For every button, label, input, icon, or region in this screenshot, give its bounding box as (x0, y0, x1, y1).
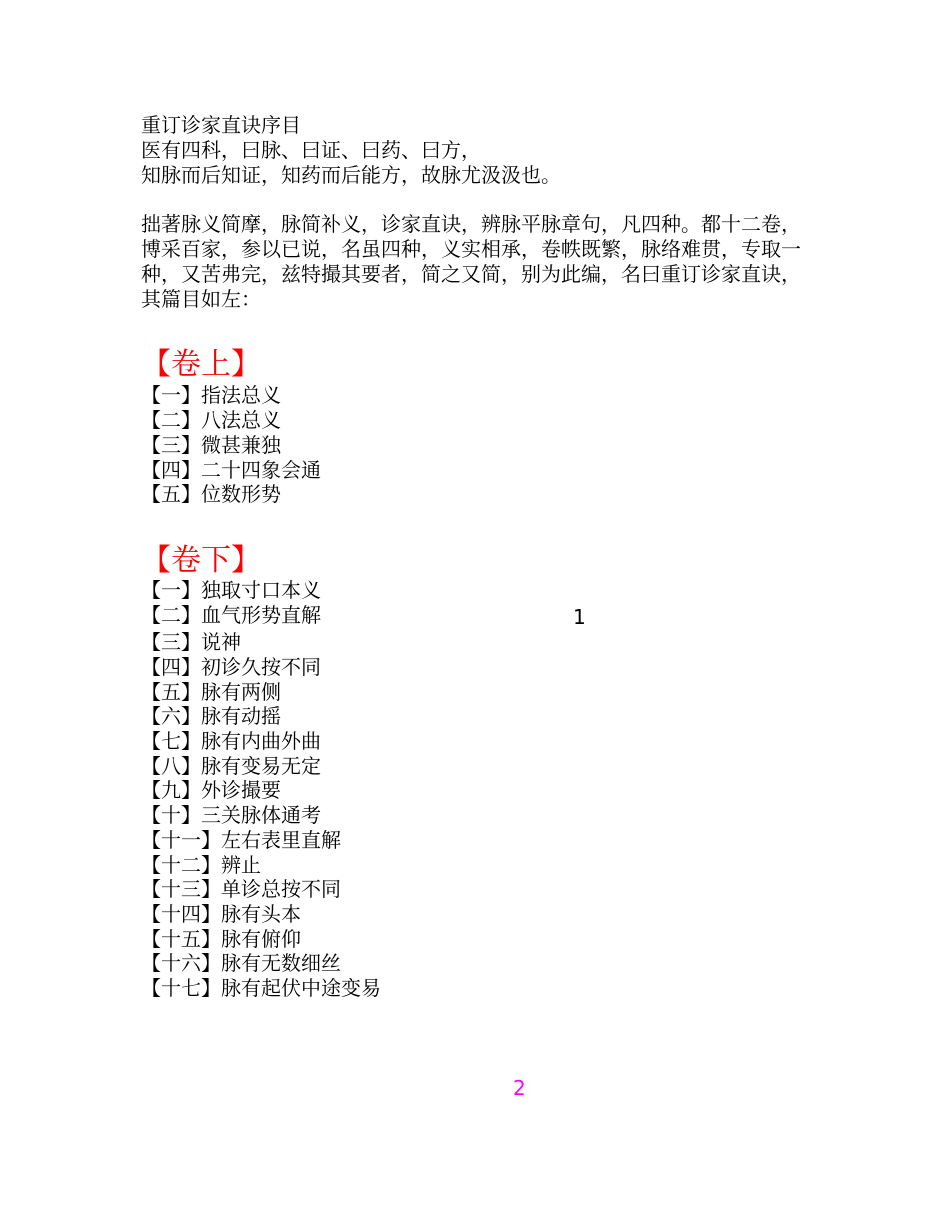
toc-item: 【十六】脉有无数细丝 (141, 951, 341, 975)
toc-item: 【八】脉有变易无定 (141, 754, 321, 778)
preface-line: 医有四科，曰脉、曰证、曰药、曰方， (141, 138, 481, 162)
toc-item: 【六】脉有动摇 (141, 704, 281, 728)
page-number-footer: 2 (513, 1076, 526, 1100)
preface-paragraph-line: 其篇目如左： (141, 287, 261, 311)
preface-paragraph-line: 种，又苦弗完，兹特撮其要者，简之又简，别为此编，名曰重订诊家直诀， (141, 262, 801, 286)
toc-item: 【四】初诊久按不同 (141, 655, 321, 679)
toc-item: 【一】指法总义 (141, 383, 281, 407)
preface-title: 重订诊家直诀序目 (141, 113, 301, 137)
volume-heading-upper: 【卷上】 (141, 347, 261, 382)
preface-line: 知脉而后知证，知药而后能方，故脉尤汲汲也。 (141, 163, 561, 187)
toc-item: 【二】血气形势直解 (141, 603, 321, 627)
toc-item: 【三】说神 (141, 630, 241, 654)
toc-item: 【十】三关脉体通考 (141, 803, 321, 827)
toc-item: 【十二】辨止 (141, 853, 261, 877)
toc-item: 【十三】单诊总按不同 (141, 877, 341, 901)
toc-item: 【四】二十四象会通 (141, 458, 321, 482)
toc-item: 【十四】脉有头本 (141, 902, 301, 926)
page-number-inline: 1 (573, 605, 586, 629)
toc-item: 【二】八法总义 (141, 408, 281, 432)
toc-item: 【一】独取寸口本义 (141, 578, 321, 602)
preface-paragraph-line: 拙著脉义简摩，脉简补义，诊家直诀，辨脉平脉章句，凡四种。都十二卷， (141, 212, 801, 236)
volume-heading-lower: 【卷下】 (141, 543, 261, 578)
toc-item: 【十一】左右表里直解 (141, 828, 341, 852)
preface-paragraph-line: 博采百家，参以已说，名虽四种，义实相承，卷帙既繁，脉络难贯，专取一 (141, 237, 801, 261)
toc-item: 【三】微甚兼独 (141, 433, 281, 457)
toc-item: 【五】位数形势 (141, 482, 281, 506)
toc-item: 【五】脉有两侧 (141, 680, 281, 704)
toc-item: 【十七】脉有起伏中途变易 (141, 976, 381, 1000)
toc-item: 【七】脉有内曲外曲 (141, 729, 321, 753)
toc-item: 【十五】脉有俯仰 (141, 927, 301, 951)
toc-item: 【九】外诊撮要 (141, 778, 281, 802)
